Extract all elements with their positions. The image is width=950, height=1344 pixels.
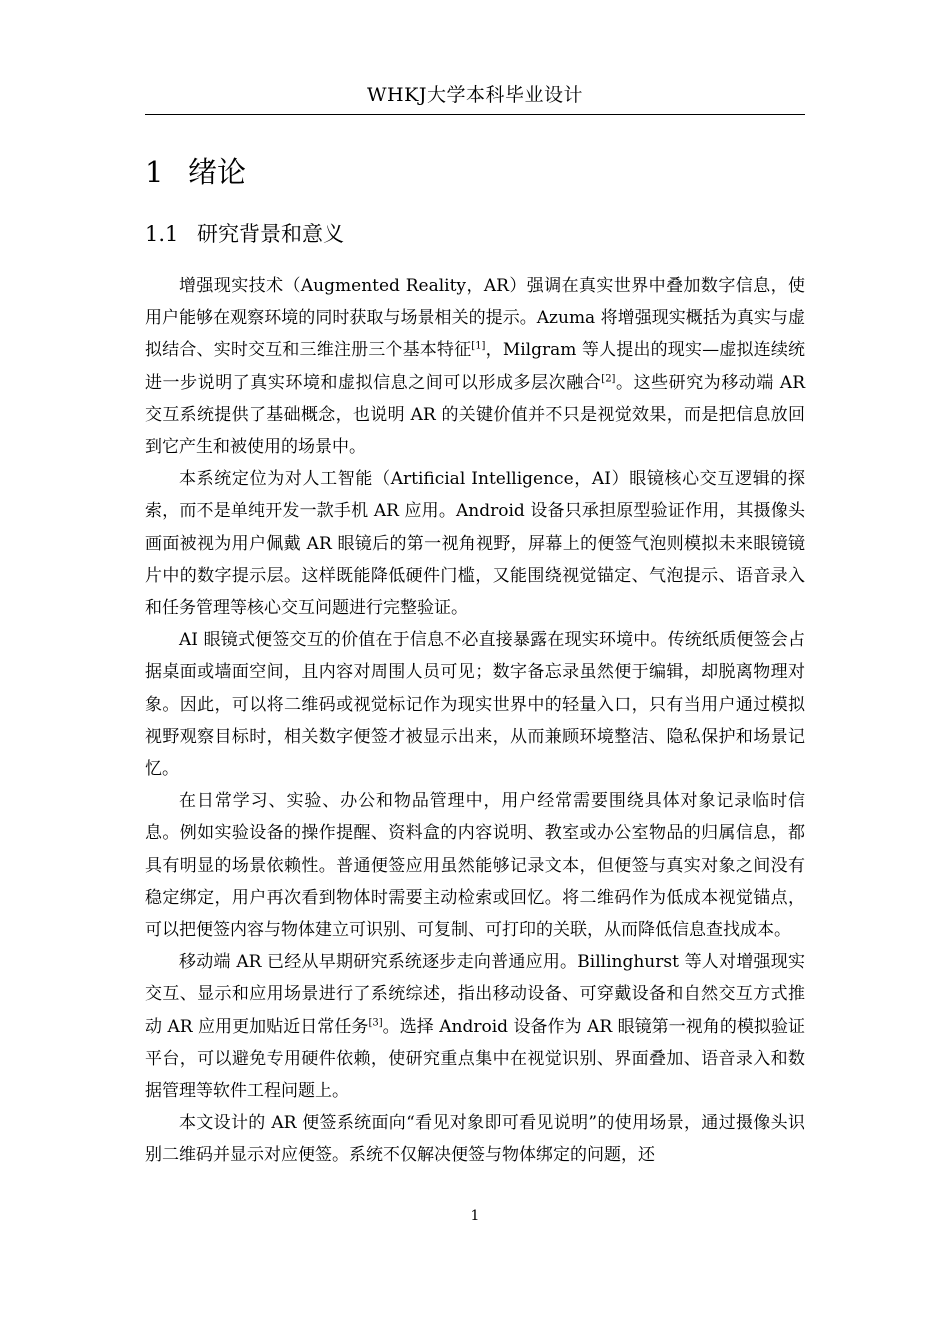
citation-1: [1]	[471, 340, 486, 352]
chapter-title-text: 绪论	[188, 155, 247, 189]
paragraph-1-text-b: ，Milgram 等人提出的现实—虚拟连续统进一步说明了真实环境和虚拟信息之间可以形成多层次融合	[145, 340, 806, 393]
citation-3: [3]	[368, 1017, 383, 1029]
paragraph-4: 在日常学习、实验、办公和物品管理中，用户经常需要围绕具体对象记录临时信息。例如实验设备的操作提醒、资料盒的内容说明、教室或办公室物品的归属信息，都具有明显的场景依赖性。普通便签应用虽然能够记录文本，但便签与真实对象之间没有稳定绑定，用户再次看到物体时需要主动检索或回忆。将二维码作为低成本视觉锚点，可以把便签内容与物体建立可识别、可复制、可打印的关联，从而降低信息查找成本。	[145, 791, 805, 941]
paragraph-5-text-b: 。选择 Android 设备作为 AR 眼镜第一视角的模拟验证平台，可以避免专用硬件依赖，使研究重点集中在视觉识别、界面叠加、语音录入和数据管理等软件工程问题上。	[145, 1016, 806, 1102]
section-number: 1.1	[145, 222, 179, 246]
paragraph-1-text-c: 。这些研究为移动端 AR 交互系统提供了基础概念，也说明 AR 的关键价值并不只是视觉效果，而是把信息放回到它产生和被使用的场景中。	[145, 372, 805, 458]
page-number: 1	[470, 1208, 480, 1224]
paragraph-6: 本文设计的 AR 便签系统面向“看见对象即可看见说明”的使用场景，通过摄像头识别二维码并显示对应便签。系统不仅解决便签与物体绑定的问题，还	[145, 1113, 805, 1166]
paragraph-1-text-a: 增强现实技术（Augmented Reality，AR）强调在真实世界中叠加数字信息，使用户能够在观察环境的同时获取与场景相关的提示。Azuma 将增强现实概括为真实与虚拟结合、实时交互和三维注册三个基本特征	[145, 276, 805, 361]
section-title-text: 研究背景和意义	[197, 222, 344, 246]
citation-2: [2]	[601, 372, 616, 384]
body-text	[145, 270, 805, 1172]
running-header: WHKJ大学本科毕业设计	[367, 84, 583, 106]
paragraph-5-text-a: 移动端 AR 已经从早期研究系统逐步走向普通应用。Billinghurst 等人对增强现实交互、显示和应用场景进行了系统综述，指出移动设备、可穿戴设备和自然交互方式推动 AR 应用更加贴近日常任务	[145, 952, 805, 1037]
paragraph-3: AI 眼镜式便签交互的价值在于信息不必直接暴露在现实环境中。传统纸质便签会占据桌面或墙面空间，且内容对周围人员可见；数字备忘录虽然便于编辑，却脱离物理对象。因此，可以将二维码或视觉标记作为现实世界中的轻量入口，只有当用户通过模拟视野观察目标时，相关数字便签才被显示出来，从而兼顾环境整洁、隐私保护和场景记忆。	[145, 630, 805, 780]
paragraph-1	[145, 270, 805, 463]
header-rule	[145, 114, 805, 115]
section-heading	[145, 218, 344, 250]
paragraph-5	[145, 946, 805, 1107]
paragraph-2: 本系统定位为对人工智能（Artificial Intelligence，AI）眼镜核心交互逻辑的探索，而不是单纯开发一款手机 AR 应用。Android 设备只承担原型验证作用，其摄像头画面被视为用户佩戴 AR 眼镜后的第一视角视野，屏幕上的便签气泡则模拟未来眼镜镜片中的数字提示层。这样既能降低硬件门槛，又能围绕视觉锚定、气泡提示、语音录入和任务管理等核心交互问题进行完整验证。	[145, 469, 805, 619]
chapter-heading	[145, 152, 246, 192]
chapter-number: 1	[145, 155, 164, 189]
